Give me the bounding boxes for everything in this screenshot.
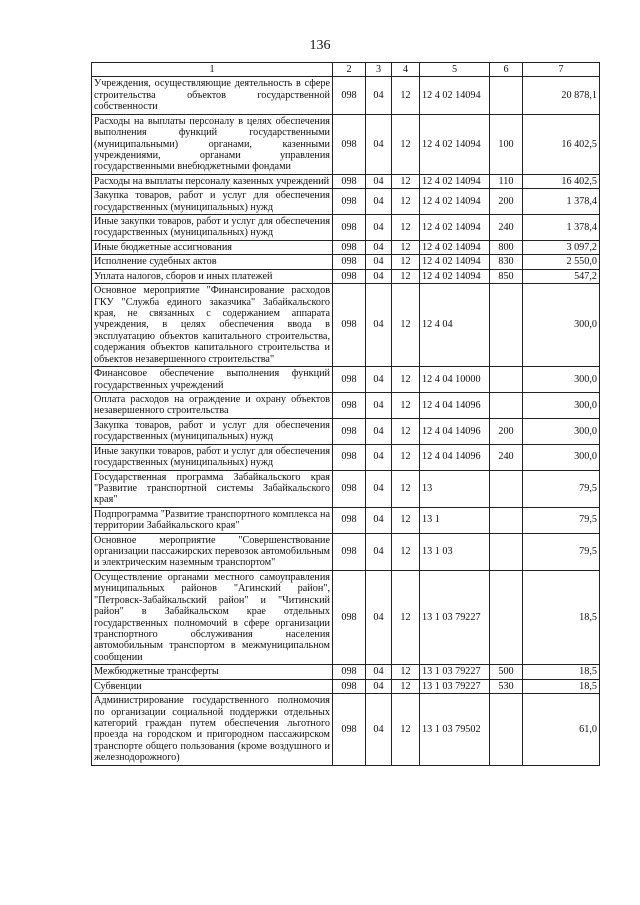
table-row <box>92 77 600 114</box>
table-row <box>92 215 600 241</box>
admin-code-cell: 098 <box>333 215 366 241</box>
expense-type-cell: 240 <box>490 444 523 470</box>
row-name-cell: Иные закупки товаров, работ и услуг для обеспечения государственных (муниципальных) нужд <box>92 215 333 241</box>
expense-type-cell <box>490 570 523 664</box>
subsection-cell: 12 <box>392 255 420 269</box>
target-item-cell: 12 4 02 14094 <box>420 77 490 114</box>
section-cell: 04 <box>366 444 392 470</box>
table-row <box>92 470 600 507</box>
row-name-cell: Исполнение судебных актов <box>92 255 333 269</box>
target-item-cell: 12 4 04 10000 <box>420 367 490 393</box>
amount-cell: 3 097,2 <box>523 240 600 254</box>
table-row <box>92 444 600 470</box>
header-cell: 1 <box>92 63 333 77</box>
subsection-cell: 12 <box>392 507 420 533</box>
expense-type-cell: 100 <box>490 114 523 174</box>
expense-type-cell: 240 <box>490 215 523 241</box>
section-cell: 04 <box>366 694 392 766</box>
admin-code-cell: 098 <box>333 694 366 766</box>
admin-code-cell: 098 <box>333 470 366 507</box>
admin-code-cell: 098 <box>333 284 366 367</box>
admin-code-cell: 098 <box>333 77 366 114</box>
header-cell: 4 <box>392 63 420 77</box>
table-row <box>92 418 600 444</box>
expense-type-cell <box>490 367 523 393</box>
amount-cell: 20 878,1 <box>523 77 600 114</box>
expense-type-cell: 200 <box>490 189 523 215</box>
admin-code-cell: 098 <box>333 570 366 664</box>
admin-code-cell: 098 <box>333 392 366 418</box>
admin-code-cell: 098 <box>333 679 366 693</box>
admin-code-cell: 098 <box>333 174 366 188</box>
target-item-cell: 12 4 04 14096 <box>420 392 490 418</box>
row-name-cell: Уплата налогов, сборов и иных платежей <box>92 269 333 283</box>
expense-type-cell <box>490 533 523 570</box>
expense-type-cell <box>490 392 523 418</box>
section-cell: 04 <box>366 507 392 533</box>
expense-type-cell: 500 <box>490 665 523 679</box>
amount-cell: 2 550,0 <box>523 255 600 269</box>
amount-cell: 1 378,4 <box>523 189 600 215</box>
expense-type-cell <box>490 284 523 367</box>
header-cell: 5 <box>420 63 490 77</box>
subsection-cell: 12 <box>392 533 420 570</box>
expense-type-cell: 830 <box>490 255 523 269</box>
row-name-cell: Подпрограмма "Развитие транспортного комплекса на территории Забайкальского края" <box>92 507 333 533</box>
admin-code-cell: 098 <box>333 189 366 215</box>
amount-cell: 79,5 <box>523 533 600 570</box>
table-row <box>92 570 600 664</box>
amount-cell: 547,2 <box>523 269 600 283</box>
amount-cell: 300,0 <box>523 367 600 393</box>
section-cell: 04 <box>366 269 392 283</box>
table-row <box>92 694 600 766</box>
admin-code-cell: 098 <box>333 240 366 254</box>
expense-type-cell <box>490 77 523 114</box>
table-row <box>92 174 600 188</box>
row-name-cell: Финансовое обеспечение выполнения функций государственных учреждений <box>92 367 333 393</box>
amount-cell: 18,5 <box>523 665 600 679</box>
table-row <box>92 284 600 367</box>
subsection-cell: 12 <box>392 418 420 444</box>
amount-cell: 61,0 <box>523 694 600 766</box>
section-cell: 04 <box>366 255 392 269</box>
section-cell: 04 <box>366 367 392 393</box>
subsection-cell: 12 <box>392 444 420 470</box>
subsection-cell: 12 <box>392 174 420 188</box>
target-item-cell: 12 4 02 14094 <box>420 269 490 283</box>
row-name-cell: Государственная программа Забайкальского края "Развитие транспортной системы Забайкальского края" <box>92 470 333 507</box>
table-row <box>92 665 600 679</box>
admin-code-cell: 098 <box>333 114 366 174</box>
table-row <box>92 392 600 418</box>
subsection-cell: 12 <box>392 679 420 693</box>
expense-type-cell: 200 <box>490 418 523 444</box>
expense-type-cell <box>490 507 523 533</box>
expense-type-cell: 850 <box>490 269 523 283</box>
table-row <box>92 507 600 533</box>
admin-code-cell: 098 <box>333 444 366 470</box>
page-number: 136 <box>309 38 331 53</box>
section-cell: 04 <box>366 418 392 444</box>
subsection-cell: 12 <box>392 215 420 241</box>
target-item-cell: 12 4 02 14094 <box>420 240 490 254</box>
target-item-cell: 12 4 02 14094 <box>420 174 490 188</box>
subsection-cell: 12 <box>392 665 420 679</box>
admin-code-cell: 098 <box>333 255 366 269</box>
section-cell: 04 <box>366 665 392 679</box>
admin-code-cell: 098 <box>333 507 366 533</box>
row-name-cell: Основное мероприятие "Совершенствование организации пассажирских перевозок автомобильным и электрическим наземным транспортом" <box>92 533 333 570</box>
subsection-cell: 12 <box>392 392 420 418</box>
table-row <box>92 367 600 393</box>
amount-cell: 300,0 <box>523 392 600 418</box>
table-header-row <box>92 63 600 77</box>
amount-cell: 79,5 <box>523 507 600 533</box>
subsection-cell: 12 <box>392 284 420 367</box>
row-name-cell: Учреждения, осуществляющие деятельность в сфере строительства объектов государственной собственности <box>92 77 333 114</box>
header-cell: 6 <box>490 63 523 77</box>
target-item-cell: 12 4 04 14096 <box>420 418 490 444</box>
section-cell: 04 <box>366 174 392 188</box>
amount-cell: 18,5 <box>523 679 600 693</box>
table-row <box>92 240 600 254</box>
section-cell: 04 <box>366 470 392 507</box>
subsection-cell: 12 <box>392 694 420 766</box>
section-cell: 04 <box>366 215 392 241</box>
row-name-cell: Субвенции <box>92 679 333 693</box>
section-cell: 04 <box>366 77 392 114</box>
amount-cell: 16 402,5 <box>523 114 600 174</box>
expense-type-cell: 110 <box>490 174 523 188</box>
target-item-cell: 12 4 02 14094 <box>420 114 490 174</box>
section-cell: 04 <box>366 533 392 570</box>
admin-code-cell: 098 <box>333 367 366 393</box>
target-item-cell: 13 <box>420 470 490 507</box>
amount-cell: 300,0 <box>523 444 600 470</box>
amount-cell: 300,0 <box>523 418 600 444</box>
section-cell: 04 <box>366 189 392 215</box>
expense-type-cell: 530 <box>490 679 523 693</box>
target-item-cell: 12 4 04 14096 <box>420 444 490 470</box>
subsection-cell: 12 <box>392 77 420 114</box>
row-name-cell: Закупка товаров, работ и услуг для обеспечения государственных (муниципальных) нужд <box>92 418 333 444</box>
budget-table <box>91 62 600 766</box>
table-row <box>92 255 600 269</box>
row-name-cell: Межбюджетные трансферты <box>92 665 333 679</box>
section-cell: 04 <box>366 240 392 254</box>
table-row <box>92 189 600 215</box>
section-cell: 04 <box>366 679 392 693</box>
subsection-cell: 12 <box>392 367 420 393</box>
admin-code-cell: 098 <box>333 269 366 283</box>
row-name-cell: Закупка товаров, работ и услуг для обеспечения государственных (муниципальных) нужд <box>92 189 333 215</box>
row-name-cell: Администрирование государственного полномочия по организации социальной поддержки отдельных категорий граждан путем обеспечения льготного проезда на городском и пригородном пассажирском транспорте общего пользования (кроме воздушного и железнодорожного) <box>92 694 333 766</box>
section-cell: 04 <box>366 392 392 418</box>
row-name-cell: Расходы на выплаты персоналу казенных учреждений <box>92 174 333 188</box>
subsection-cell: 12 <box>392 570 420 664</box>
admin-code-cell: 098 <box>333 533 366 570</box>
amount-cell: 79,5 <box>523 470 600 507</box>
subsection-cell: 12 <box>392 189 420 215</box>
table-row <box>92 679 600 693</box>
target-item-cell: 12 4 04 <box>420 284 490 367</box>
table-row <box>92 533 600 570</box>
header-cell: 3 <box>366 63 392 77</box>
section-cell: 04 <box>366 114 392 174</box>
row-name-cell: Иные бюджетные ассигнования <box>92 240 333 254</box>
target-item-cell: 12 4 02 14094 <box>420 255 490 269</box>
expense-type-cell: 800 <box>490 240 523 254</box>
target-item-cell: 12 4 02 14094 <box>420 215 490 241</box>
subsection-cell: 12 <box>392 470 420 507</box>
subsection-cell: 12 <box>392 114 420 174</box>
row-name-cell: Основное мероприятие "Финансирование расходов ГКУ "Служба единого заказчика" Забайкальского края, не связанных с содержанием аппарата учреждения, в целях обеспечения ввода в эксплуатацию объектов капитального строительства, содержания объектов капитального строительства и объектов незавершенного строительства" <box>92 284 333 367</box>
amount-cell: 1 378,4 <box>523 215 600 241</box>
amount-cell: 300,0 <box>523 284 600 367</box>
target-item-cell: 13 1 03 <box>420 533 490 570</box>
target-item-cell: 13 1 03 79502 <box>420 694 490 766</box>
admin-code-cell: 098 <box>333 418 366 444</box>
admin-code-cell: 098 <box>333 665 366 679</box>
table-body <box>92 77 600 765</box>
subsection-cell: 12 <box>392 240 420 254</box>
header-cell: 7 <box>523 63 600 77</box>
row-name-cell: Оплата расходов на ограждение и охрану объектов незавершенного строительства <box>92 392 333 418</box>
subsection-cell: 12 <box>392 269 420 283</box>
row-name-cell: Иные закупки товаров, работ и услуг для обеспечения государственных (муниципальных) нужд <box>92 444 333 470</box>
section-cell: 04 <box>366 284 392 367</box>
expense-type-cell <box>490 470 523 507</box>
target-item-cell: 13 1 03 79227 <box>420 679 490 693</box>
table-row <box>92 269 600 283</box>
amount-cell: 18,5 <box>523 570 600 664</box>
expense-type-cell <box>490 694 523 766</box>
table-row <box>92 114 600 174</box>
header-cell: 2 <box>333 63 366 77</box>
row-name-cell: Расходы на выплаты персоналу в целях обеспечения выполнения функций государственными (муниципальными) органами, казенными учреждениями, органами управления государственными внебюджетными фондами <box>92 114 333 174</box>
target-item-cell: 13 1 03 79227 <box>420 665 490 679</box>
section-cell: 04 <box>366 570 392 664</box>
target-item-cell: 13 1 <box>420 507 490 533</box>
row-name-cell: Осуществление органами местного самоуправления муниципальных районов "Агинский район", "Петровск-Забайкальский район" и "Читинский район" в Забайкальском крае отдельных государственных полномочий в сфере организации транспортного обслуживания населения автомобильным транспортом в межмуниципальном сообщении <box>92 570 333 664</box>
target-item-cell: 13 1 03 79227 <box>420 570 490 664</box>
amount-cell: 16 402,5 <box>523 174 600 188</box>
target-item-cell: 12 4 02 14094 <box>420 189 490 215</box>
